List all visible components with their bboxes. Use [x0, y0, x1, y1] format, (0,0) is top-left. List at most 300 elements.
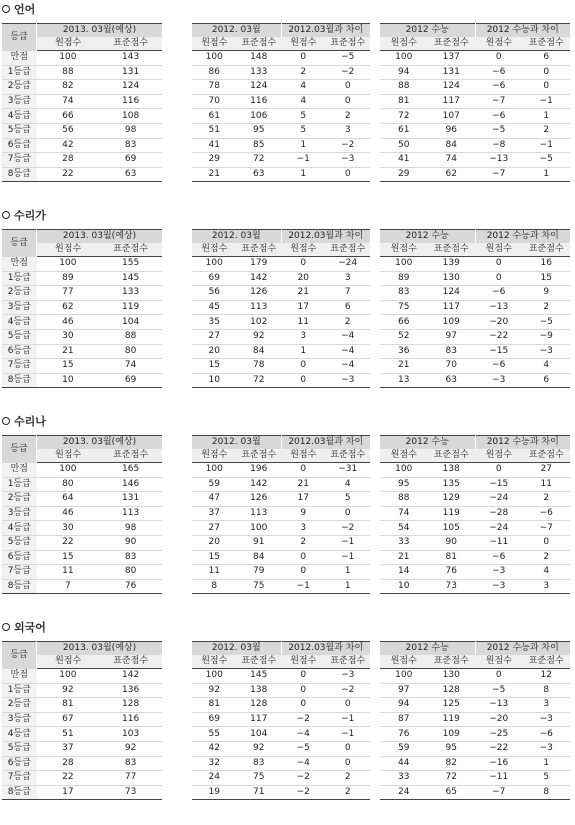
sub-header: 원점수: [475, 655, 523, 669]
score-cell: 100: [37, 51, 100, 66]
score-cell: 1: [326, 565, 371, 580]
score-cell: −1: [326, 712, 371, 727]
score-cell: 103: [99, 727, 162, 742]
grade-label: 8등급: [2, 167, 37, 182]
table-row: [380, 315, 570, 330]
score-cell: −15: [475, 477, 523, 492]
score-cell: 142: [237, 271, 282, 286]
score-cell: 84: [237, 550, 282, 565]
score-cell: 81: [37, 698, 100, 713]
table-row: [2, 727, 162, 742]
score-cell: 37: [192, 506, 237, 521]
table-row: [380, 698, 570, 713]
section-title-text: 언어: [14, 3, 36, 16]
score-cell: −6: [475, 80, 523, 95]
score-cell: 7: [326, 286, 371, 301]
score-cell: −2: [281, 771, 326, 786]
score-cell: 69: [192, 271, 237, 286]
group-header: 2013. 03월(예상): [37, 24, 163, 38]
score-cell: 100: [37, 463, 100, 478]
score-cell: 0: [281, 669, 326, 684]
score-cell: 113: [237, 506, 282, 521]
score-cell: 83: [428, 344, 476, 359]
score-cell: 17: [281, 492, 326, 507]
score-cell: 46: [37, 506, 100, 521]
table-row: [2, 683, 162, 698]
score-cell: 92: [237, 741, 282, 756]
score-cell: −22: [475, 741, 523, 756]
sub-header: 원점수: [37, 449, 100, 463]
score-cell: 73: [445, 581, 457, 592]
score-cell: −1: [326, 550, 371, 565]
score-cell: −4: [326, 344, 371, 359]
score-cell: 1: [281, 138, 326, 153]
table-row: [192, 463, 370, 478]
table-row: [380, 535, 570, 550]
score-cell: 15: [192, 550, 237, 565]
grade-label: 2등급: [2, 698, 37, 713]
group-header: 2013. 03월(예상): [37, 642, 163, 656]
table-row: [2, 109, 162, 124]
score-cell: 97: [428, 329, 476, 344]
score-cell: 17: [62, 787, 74, 798]
score-cell: 30: [37, 329, 100, 344]
table-row: [2, 535, 162, 550]
table-row: [2, 315, 162, 330]
table-row: [192, 286, 370, 301]
score-table-1: [192, 229, 370, 388]
section-title: [2, 208, 46, 224]
table-row: [380, 167, 570, 182]
score-cell: 100: [37, 257, 100, 272]
score-cell: 16: [523, 257, 571, 272]
score-table-0: [2, 229, 162, 388]
grade-label: 6등급: [2, 756, 37, 771]
score-cell: −5: [523, 153, 571, 168]
score-cell: 63: [124, 169, 137, 180]
score-cell: 5: [281, 109, 326, 124]
table-row: [192, 741, 370, 756]
grade-label: 만점: [2, 669, 37, 684]
sub-header: 원점수: [192, 243, 237, 257]
score-cell: −15: [475, 344, 523, 359]
score-cell: 119: [428, 506, 476, 521]
table-row: [2, 756, 162, 771]
score-cell: 62: [37, 300, 100, 315]
score-cell: 11: [192, 565, 237, 580]
score-cell: 124: [99, 80, 162, 95]
table-row: [192, 138, 370, 153]
table-row: [2, 271, 162, 286]
table-row: [2, 65, 162, 80]
table-row: [380, 123, 570, 138]
score-cell: 138: [237, 683, 282, 698]
score-cell: 19: [208, 787, 220, 798]
score-cell: −1: [296, 581, 310, 592]
score-cell: −6: [523, 506, 571, 521]
score-cell: 66: [380, 315, 428, 330]
score-cell: −2: [281, 712, 326, 727]
table-row: [2, 51, 162, 66]
score-cell: 0: [475, 51, 523, 66]
bullet-circle-icon: [2, 417, 10, 425]
sub-header: 표준점수: [428, 449, 476, 463]
table-row: [192, 712, 370, 727]
table-row: [192, 785, 370, 800]
table-row: [380, 271, 570, 286]
score-cell: 77: [37, 286, 100, 301]
table-row: [380, 727, 570, 742]
score-cell: 95: [237, 123, 282, 138]
table-row: [380, 712, 570, 727]
score-cell: −5: [523, 315, 571, 330]
grade-header: 등급: [2, 230, 37, 257]
section-title-text: 수리나: [14, 415, 46, 428]
score-cell: 56: [192, 286, 237, 301]
sub-header: 원점수: [192, 655, 237, 669]
score-cell: 72: [428, 771, 476, 786]
sub-header: 원점수: [37, 243, 100, 257]
score-cell: 74: [99, 359, 162, 374]
table-row: [380, 286, 570, 301]
table-row: [2, 373, 162, 388]
score-cell: 79: [237, 565, 282, 580]
table-row: [380, 138, 570, 153]
score-table-0: [2, 435, 162, 594]
score-table-2: [380, 641, 570, 800]
score-cell: 70: [428, 359, 476, 374]
score-cell: 4: [281, 94, 326, 109]
group-header: 2012 수능과 차이: [475, 230, 570, 244]
table-row: [192, 373, 370, 388]
score-cell: 126: [237, 492, 282, 507]
score-cell: 4: [523, 565, 571, 580]
score-cell: 52: [380, 329, 428, 344]
section-title-text: 외국어: [14, 621, 46, 634]
table-row: [2, 712, 162, 727]
score-cell: 33: [380, 535, 428, 550]
score-table-1: [192, 435, 370, 594]
score-cell: −24: [475, 521, 523, 536]
score-cell: 81: [192, 698, 237, 713]
table-row: [380, 65, 570, 80]
score-cell: −3: [341, 375, 355, 386]
table-row: [192, 698, 370, 713]
score-cell: 5: [523, 771, 571, 786]
table-row: [2, 492, 162, 507]
score-cell: 0: [523, 535, 571, 550]
table-row: [380, 741, 570, 756]
group-header: 2012.03월과 차이: [281, 230, 370, 244]
score-cell: 8: [543, 787, 550, 798]
score-cell: 36: [380, 344, 428, 359]
table-row: [2, 785, 162, 800]
score-cell: 21: [208, 169, 220, 180]
score-cell: 1: [523, 109, 571, 124]
score-cell: 28: [37, 756, 100, 771]
score-cell: 4: [523, 359, 571, 374]
score-cell: 130: [428, 271, 476, 286]
score-cell: 3: [326, 271, 371, 286]
table-row: [2, 506, 162, 521]
section-title-text: 수리가: [14, 209, 46, 222]
table-row: [380, 344, 570, 359]
score-cell: −5: [475, 683, 523, 698]
grade-header: 등급: [2, 642, 37, 669]
score-cell: −6: [523, 727, 571, 742]
table-row: [2, 167, 162, 182]
table-row: [380, 521, 570, 536]
score-cell: 3: [326, 123, 371, 138]
table-row: [2, 579, 162, 594]
score-cell: 139: [428, 257, 476, 272]
table-row: [380, 329, 570, 344]
table-row: [2, 329, 162, 344]
score-cell: 95: [428, 741, 476, 756]
score-cell: −3: [326, 153, 371, 168]
grade-label: 4등급: [2, 521, 37, 536]
score-cell: 1: [281, 344, 326, 359]
sub-header: 표준점수: [428, 37, 476, 51]
score-cell: 117: [237, 712, 282, 727]
score-cell: 196: [237, 463, 282, 478]
score-cell: −20: [475, 712, 523, 727]
score-cell: 97: [380, 683, 428, 698]
score-cell: 131: [99, 65, 162, 80]
group-header: 2012 수능과 차이: [475, 642, 570, 656]
score-cell: 9: [281, 506, 326, 521]
score-cell: 67: [37, 712, 100, 727]
score-cell: −6: [475, 359, 523, 374]
score-cell: 73: [124, 787, 137, 798]
score-cell: 55: [192, 727, 237, 742]
score-cell: −13: [475, 153, 523, 168]
grade-label: 5등급: [2, 741, 37, 756]
grade-label: 8등급: [2, 579, 37, 594]
score-cell: 0: [281, 550, 326, 565]
score-cell: −2: [326, 683, 371, 698]
grade-label: 1등급: [2, 477, 37, 492]
sub-header: 표준점수: [523, 243, 571, 257]
table-row: [380, 565, 570, 580]
score-cell: 100: [380, 463, 428, 478]
score-cell: 100: [37, 669, 100, 684]
score-cell: 22: [62, 169, 74, 180]
sub-header: 원점수: [475, 449, 523, 463]
score-cell: 124: [428, 80, 476, 95]
score-cell: 82: [428, 756, 476, 771]
score-cell: 135: [428, 477, 476, 492]
score-cell: 92: [37, 683, 100, 698]
score-cell: 0: [475, 257, 523, 272]
score-cell: 108: [99, 109, 162, 124]
grade-label: 3등급: [2, 94, 37, 109]
score-cell: 42: [192, 741, 237, 756]
score-cell: −7: [492, 787, 506, 798]
grade-label: 3등급: [2, 712, 37, 727]
table-row: [192, 477, 370, 492]
score-table-2: [380, 23, 570, 182]
score-cell: 37: [37, 741, 100, 756]
score-cell: 105: [428, 521, 476, 536]
score-cell: 76: [428, 565, 476, 580]
table-row: [192, 565, 370, 580]
sub-header: 표준점수: [523, 449, 571, 463]
score-cell: 21: [281, 286, 326, 301]
score-cell: 56: [37, 123, 100, 138]
score-cell: −24: [475, 492, 523, 507]
score-cell: −2: [326, 138, 371, 153]
score-cell: 100: [380, 257, 428, 272]
score-cell: 126: [237, 286, 282, 301]
score-cell: 107: [428, 109, 476, 124]
table-row: [380, 359, 570, 374]
score-cell: 129: [428, 492, 476, 507]
score-cell: 0: [326, 94, 371, 109]
table-row: [2, 300, 162, 315]
score-cell: 69: [99, 153, 162, 168]
grade-label: 1등급: [2, 271, 37, 286]
score-cell: 65: [445, 787, 457, 798]
score-cell: 66: [37, 109, 100, 124]
score-cell: −28: [475, 506, 523, 521]
score-cell: 124: [237, 80, 282, 95]
table-row: [380, 550, 570, 565]
score-table-2: [380, 229, 570, 388]
sub-header: 원점수: [281, 243, 326, 257]
score-cell: 3: [543, 581, 550, 592]
grade-header: 등급: [2, 24, 37, 51]
score-cell: 27: [523, 463, 571, 478]
score-cell: 11: [281, 315, 326, 330]
score-cell: 133: [99, 286, 162, 301]
sub-header: 원점수: [192, 37, 237, 51]
score-cell: 70: [192, 94, 237, 109]
sub-header: 원점수: [192, 449, 237, 463]
score-cell: 22: [37, 535, 100, 550]
score-cell: 100: [192, 257, 237, 272]
table-row: [380, 492, 570, 507]
score-cell: 75: [237, 771, 282, 786]
score-cell: 7: [65, 581, 71, 592]
score-cell: 61: [192, 109, 237, 124]
score-cell: 98: [99, 123, 162, 138]
score-cell: 20: [192, 344, 237, 359]
table-row: [192, 727, 370, 742]
score-cell: 27: [192, 329, 237, 344]
score-cell: 77: [99, 771, 162, 786]
group-header: 2012.03월과 차이: [281, 436, 370, 450]
sub-header: 원점수: [281, 37, 326, 51]
table-row: [192, 257, 370, 272]
bullet-circle-icon: [2, 623, 10, 631]
score-cell: 2: [523, 300, 571, 315]
table-row: [192, 579, 370, 594]
score-cell: 155: [99, 257, 162, 272]
score-cell: 10: [398, 581, 410, 592]
score-cell: 131: [99, 492, 162, 507]
score-cell: 100: [192, 463, 237, 478]
score-cell: 82: [37, 80, 100, 95]
group-header: 2012.03월과 차이: [281, 24, 370, 38]
table-row: [2, 698, 162, 713]
group-header: 2012 수능과 차이: [475, 436, 570, 450]
table-row: [192, 521, 370, 536]
score-cell: 81: [428, 550, 476, 565]
table-row: [192, 51, 370, 66]
score-cell: 45: [192, 300, 237, 315]
sub-header: 표준점수: [326, 243, 371, 257]
score-cell: −6: [475, 286, 523, 301]
score-cell: 0: [326, 506, 371, 521]
sub-header: 표준점수: [99, 37, 162, 51]
score-cell: 29: [398, 169, 410, 180]
table-row: [380, 300, 570, 315]
score-cell: 0: [281, 565, 326, 580]
section-title: [2, 414, 46, 430]
score-cell: 137: [428, 51, 476, 66]
score-cell: −11: [475, 771, 523, 786]
table-row: [192, 167, 370, 182]
grade-label: 만점: [2, 463, 37, 478]
score-cell: 90: [428, 535, 476, 550]
score-cell: −24: [326, 257, 371, 272]
score-cell: 96: [428, 123, 476, 138]
score-cell: 2: [523, 492, 571, 507]
score-cell: 5: [326, 492, 371, 507]
score-cell: −7: [475, 94, 523, 109]
table-row: [192, 683, 370, 698]
score-cell: 15: [37, 550, 100, 565]
table-row: [2, 257, 162, 272]
score-cell: 100: [380, 51, 428, 66]
score-cell: 6: [543, 375, 550, 386]
score-cell: −3: [523, 741, 571, 756]
sub-header: 표준점수: [326, 37, 371, 51]
grade-label: 2등급: [2, 286, 37, 301]
grade-label: 4등급: [2, 109, 37, 124]
table-row: [2, 669, 162, 684]
table-row: [380, 756, 570, 771]
score-cell: 74: [380, 506, 428, 521]
sub-header: 원점수: [475, 243, 523, 257]
score-cell: −6: [475, 550, 523, 565]
score-table-0: [2, 23, 162, 182]
grade-label: 4등급: [2, 727, 37, 742]
score-cell: 41: [380, 153, 428, 168]
score-cell: 94: [380, 698, 428, 713]
table-row: [192, 359, 370, 374]
score-cell: 142: [99, 669, 162, 684]
score-cell: 14: [380, 565, 428, 580]
table-row: [2, 477, 162, 492]
score-cell: 59: [380, 741, 428, 756]
score-cell: 98: [99, 521, 162, 536]
score-cell: 113: [99, 506, 162, 521]
score-table-1: [192, 23, 370, 182]
score-cell: 80: [37, 477, 100, 492]
score-cell: 148: [237, 51, 282, 66]
score-cell: 13: [398, 375, 410, 386]
score-cell: 24: [192, 771, 237, 786]
score-cell: 83: [237, 756, 282, 771]
score-cell: 8: [523, 683, 571, 698]
table-row: [2, 521, 162, 536]
score-cell: 113: [237, 300, 282, 315]
score-cell: 74: [37, 94, 100, 109]
score-cell: 2: [281, 65, 326, 80]
table-row: [192, 94, 370, 109]
